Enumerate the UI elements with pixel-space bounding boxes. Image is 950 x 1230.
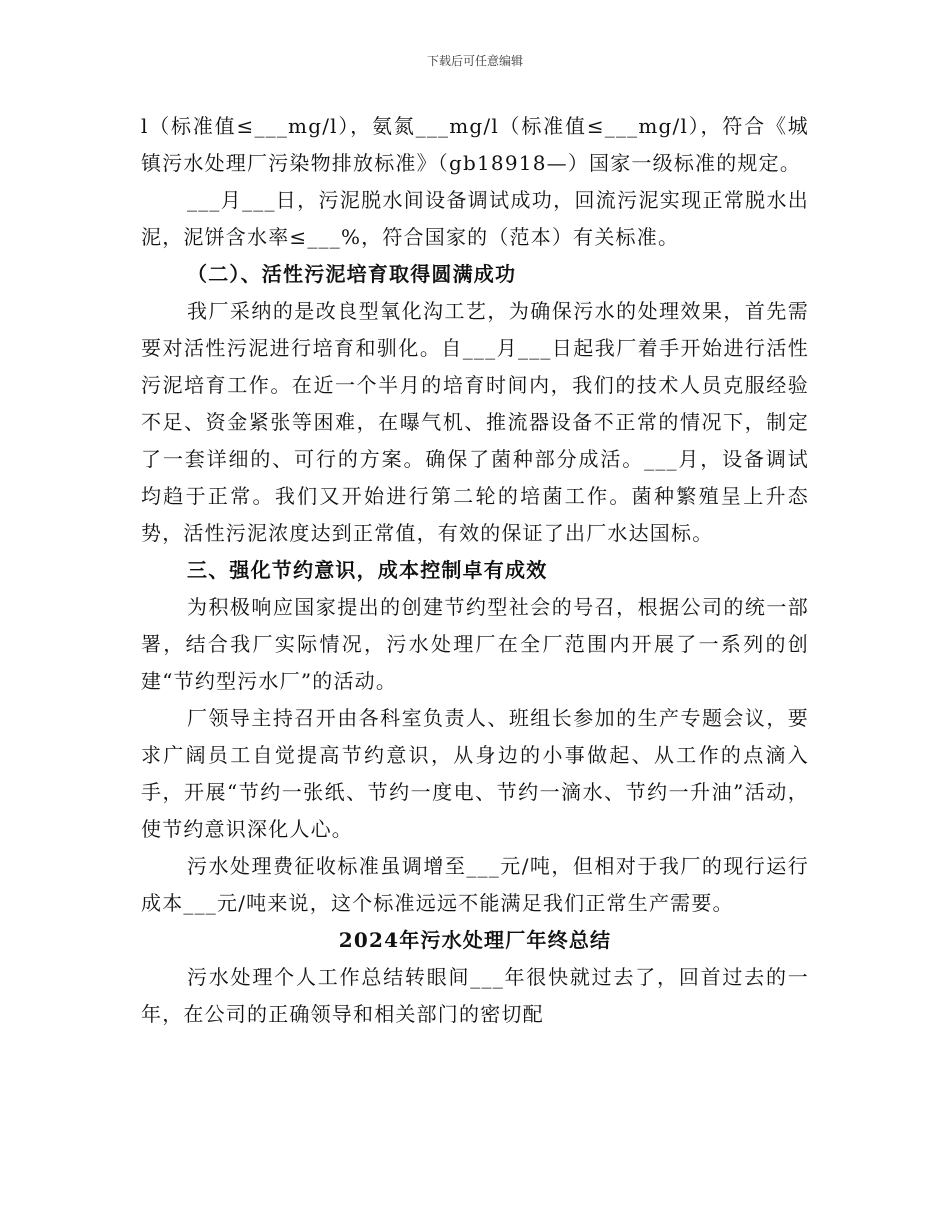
paragraph-activated-sludge: 我厂采纳的是改良型氧化沟工艺，为确保污水的处理效果，首先需要对活性污泥进行培育和驯化。自___月___日起我厂着手开始进行活性污泥培育工作。在近一个半月的培育时间内，我们的技术人员克服经验不足、资金紧张等困难，在曝气机、推流器设备不正常的情况下，制定了一套详细的、可行的方案。确保了菌种部分成活。___月，设备调试均趋于正常。我们又开始进行第二轮的培菌工作。菌种繁殖呈上升态势，活性污泥浓度达到正常值，有效的保证了出厂水达国标。 (141, 299, 809, 545)
document-body (141, 108, 809, 1033)
paragraph-fee-standard: 污水处理费征收标准虽调增至___元/吨，但相对于我厂的现行运行成本___元/吨来说，这个标准远远不能满足我们正常生产需要。 (141, 854, 809, 915)
paragraph-meeting: 厂领导主持召开由各科室负责人、班组长参加的生产专题会议，要求广阔员工自觉提高节约意识，从身边的小事做起、从工作的点滴入手，开展“节约一张纸、节约一度电、节约一滴水、节约一升油”活动，使节约意识深化人心。 (141, 706, 809, 841)
document-title: 2024年污水处理厂年终总结 (338, 928, 612, 952)
page-header: 下载后可任意编辑 (426, 54, 523, 68)
paragraph-standards: l（标准值≤___mg/l），氨氮___mg/l（标准值≤___mg/l），符合《城镇污水处理厂污染物排放标准》（gb18918—）国家一级标准的规定。 (141, 114, 809, 175)
paragraph-summary-intro: 污水处理个人工作总结转眼间___年很快就过去了，回首过去的一年，在公司的正确领导和相关部门的密切配 (141, 965, 809, 1026)
section-heading-activated-sludge: （二）、活性污泥培育取得圆满成功 (187, 262, 517, 286)
section-heading-cost-control: 三、强化节约意识，成本控制卓有成效 (187, 558, 548, 582)
paragraph-sludge-dewatering: ___月___日，污泥脱水间设备调试成功，回流污泥实现正常脱水出泥，泥饼含水率≤___%，符合国家的（范本）有关标准。 (141, 188, 809, 249)
paragraph-saving-campaign: 为积极响应国家提出的创建节约型社会的号召，根据公司的统一部署，结合我厂实际情况，污水处理厂在全厂范围内开展了一系列的创建“节约型污水厂”的活动。 (141, 595, 809, 693)
